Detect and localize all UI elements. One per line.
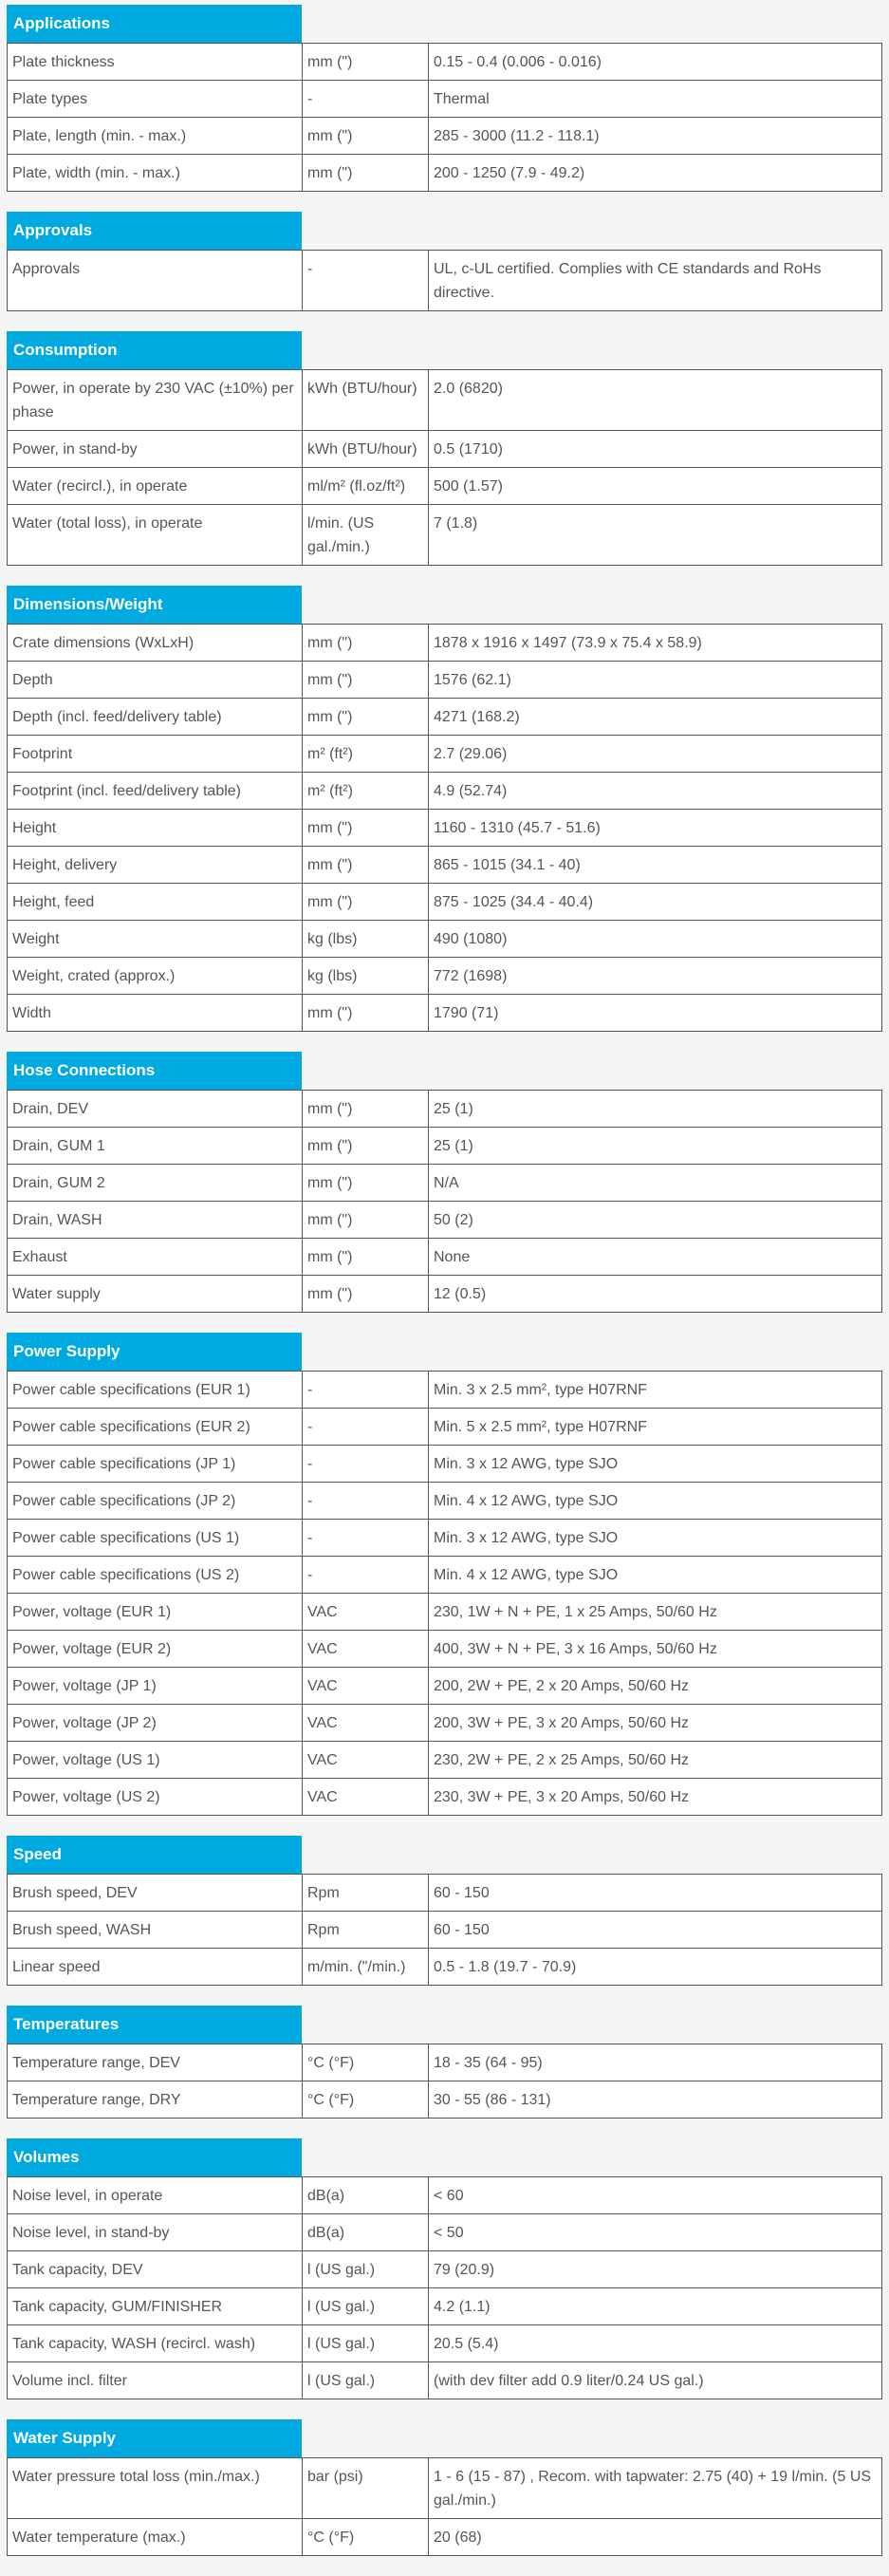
table-row bbox=[8, 958, 882, 995]
section-dimensions-weight bbox=[7, 586, 881, 1032]
table-row bbox=[8, 1631, 882, 1668]
spec-unit: mm (") bbox=[303, 1202, 429, 1239]
spec-value: 230, 3W + PE, 3 x 20 Amps, 50/60 Hz bbox=[429, 1779, 882, 1816]
section-power-supply bbox=[7, 1333, 881, 1816]
spec-unit: °C (°F) bbox=[303, 2519, 429, 2556]
table-row bbox=[8, 1949, 882, 1986]
table-row bbox=[8, 2177, 882, 2214]
spec-value: 20.5 (5.4) bbox=[429, 2325, 882, 2362]
section-header-approvals: Approvals bbox=[7, 212, 302, 250]
spec-unit: mm (") bbox=[303, 662, 429, 699]
spec-value: 200 - 1250 (7.9 - 49.2) bbox=[429, 155, 882, 192]
table-row bbox=[8, 1779, 882, 1816]
spec-property: Linear speed bbox=[8, 1949, 303, 1986]
spec-value: < 50 bbox=[429, 2214, 882, 2251]
table-row bbox=[8, 2044, 882, 2081]
spec-property: Depth bbox=[8, 662, 303, 699]
spec-property: Power cable specifications (US 2) bbox=[8, 1557, 303, 1594]
spec-value: Min. 3 x 2.5 mm², type H07RNF bbox=[429, 1372, 882, 1409]
spec-value: 25 (1) bbox=[429, 1091, 882, 1128]
spec-value: 1576 (62.1) bbox=[429, 662, 882, 699]
spec-property: Plate, length (min. - max.) bbox=[8, 118, 303, 155]
spec-property: Power cable specifications (EUR 1) bbox=[8, 1372, 303, 1409]
table-row bbox=[8, 1875, 882, 1912]
spec-table-consumption bbox=[7, 369, 882, 566]
spec-value: 0.15 - 0.4 (0.006 - 0.016) bbox=[429, 44, 882, 81]
table-row bbox=[8, 2251, 882, 2288]
spec-property: Drain, WASH bbox=[8, 1202, 303, 1239]
spec-property: Power cable specifications (JP 2) bbox=[8, 1483, 303, 1520]
table-row bbox=[8, 773, 882, 810]
table-row bbox=[8, 2519, 882, 2556]
spec-unit: l (US gal.) bbox=[303, 2251, 429, 2288]
spec-value: 200, 3W + PE, 3 x 20 Amps, 50/60 Hz bbox=[429, 1705, 882, 1742]
section-header-applications: Applications bbox=[7, 5, 302, 43]
table-row bbox=[8, 1446, 882, 1483]
spec-property: Water pressure total loss (min./max.) bbox=[8, 2458, 303, 2519]
spec-property: Crate dimensions (WxLxH) bbox=[8, 625, 303, 662]
spec-unit: l (US gal.) bbox=[303, 2325, 429, 2362]
spec-sheet bbox=[7, 5, 881, 2576]
table-row bbox=[8, 251, 882, 311]
section-header-dimensions-weight: Dimensions/Weight bbox=[7, 586, 302, 624]
spec-unit: - bbox=[303, 1483, 429, 1520]
spec-property: Plate types bbox=[8, 81, 303, 118]
spec-unit: mm (") bbox=[303, 44, 429, 81]
spec-property: Weight, crated (approx.) bbox=[8, 958, 303, 995]
spec-unit: - bbox=[303, 251, 429, 311]
table-row bbox=[8, 1668, 882, 1705]
spec-unit: mm (") bbox=[303, 118, 429, 155]
table-row bbox=[8, 921, 882, 958]
table-row bbox=[8, 155, 882, 192]
spec-value: 4271 (168.2) bbox=[429, 699, 882, 736]
section-header-water-supply: Water Supply bbox=[7, 2419, 302, 2457]
spec-value: 500 (1.57) bbox=[429, 468, 882, 505]
table-row bbox=[8, 699, 882, 736]
spec-unit: - bbox=[303, 1446, 429, 1483]
table-row bbox=[8, 1128, 882, 1165]
spec-property: Tank capacity, DEV bbox=[8, 2251, 303, 2288]
spec-value: < 60 bbox=[429, 2177, 882, 2214]
spec-unit: VAC bbox=[303, 1705, 429, 1742]
table-row bbox=[8, 1705, 882, 1742]
table-row bbox=[8, 1372, 882, 1409]
table-row bbox=[8, 1409, 882, 1446]
table-row bbox=[8, 736, 882, 773]
spec-value: 60 - 150 bbox=[429, 1875, 882, 1912]
spec-property: Drain, GUM 2 bbox=[8, 1165, 303, 1202]
table-row bbox=[8, 1483, 882, 1520]
table-row bbox=[8, 505, 882, 566]
section-hose-connections bbox=[7, 1052, 881, 1313]
table-row bbox=[8, 1239, 882, 1276]
spec-property: Height bbox=[8, 810, 303, 847]
spec-property: Volume incl. filter bbox=[8, 2362, 303, 2399]
spec-unit: kWh (BTU/hour) bbox=[303, 431, 429, 468]
spec-property: Plate, width (min. - max.) bbox=[8, 155, 303, 192]
spec-value: 25 (1) bbox=[429, 1128, 882, 1165]
table-row bbox=[8, 810, 882, 847]
section-volumes bbox=[7, 2138, 881, 2399]
spec-unit: mm (") bbox=[303, 1276, 429, 1313]
spec-table-applications bbox=[7, 43, 882, 192]
spec-unit: mm (") bbox=[303, 155, 429, 192]
spec-unit: mm (") bbox=[303, 884, 429, 921]
table-row bbox=[8, 2214, 882, 2251]
spec-unit: - bbox=[303, 1372, 429, 1409]
spec-property: Power, in operate by 230 VAC (±10%) per phase bbox=[8, 370, 303, 431]
spec-unit: bar (psi) bbox=[303, 2458, 429, 2519]
spec-unit: - bbox=[303, 1520, 429, 1557]
spec-value: 20 (68) bbox=[429, 2519, 882, 2556]
table-row bbox=[8, 625, 882, 662]
spec-property: Plate thickness bbox=[8, 44, 303, 81]
spec-property: Power cable specifications (EUR 2) bbox=[8, 1409, 303, 1446]
spec-value: 200, 2W + PE, 2 x 20 Amps, 50/60 Hz bbox=[429, 1668, 882, 1705]
spec-unit: °C (°F) bbox=[303, 2044, 429, 2081]
section-header-consumption: Consumption bbox=[7, 331, 302, 369]
spec-property: Power cable specifications (JP 1) bbox=[8, 1446, 303, 1483]
spec-unit: mm (") bbox=[303, 1165, 429, 1202]
spec-unit: - bbox=[303, 1409, 429, 1446]
spec-value: Min. 3 x 12 AWG, type SJO bbox=[429, 1520, 882, 1557]
spec-unit: m/min. ("/min.) bbox=[303, 1949, 429, 1986]
table-row bbox=[8, 1912, 882, 1949]
spec-value: 1790 (71) bbox=[429, 995, 882, 1032]
spec-value: 865 - 1015 (34.1 - 40) bbox=[429, 847, 882, 884]
spec-table-power-supply bbox=[7, 1371, 882, 1816]
spec-value: 79 (20.9) bbox=[429, 2251, 882, 2288]
spec-unit: mm (") bbox=[303, 847, 429, 884]
spec-unit: - bbox=[303, 81, 429, 118]
table-row bbox=[8, 1165, 882, 1202]
spec-value: 50 (2) bbox=[429, 1202, 882, 1239]
spec-unit: mm (") bbox=[303, 699, 429, 736]
section-speed bbox=[7, 1836, 881, 1986]
spec-value: N/A bbox=[429, 1165, 882, 1202]
table-row bbox=[8, 2458, 882, 2519]
spec-value: 12 (0.5) bbox=[429, 1276, 882, 1313]
spec-value: (with dev filter add 0.9 liter/0.24 US gal.) bbox=[429, 2362, 882, 2399]
spec-table-approvals bbox=[7, 250, 882, 311]
spec-value: 18 - 35 (64 - 95) bbox=[429, 2044, 882, 2081]
spec-property: Drain, DEV bbox=[8, 1091, 303, 1128]
spec-property: Temperature range, DRY bbox=[8, 2081, 303, 2119]
spec-property: Noise level, in stand-by bbox=[8, 2214, 303, 2251]
table-row bbox=[8, 1594, 882, 1631]
spec-property: Brush speed, DEV bbox=[8, 1875, 303, 1912]
spec-value: 875 - 1025 (34.4 - 40.4) bbox=[429, 884, 882, 921]
table-row bbox=[8, 2325, 882, 2362]
spec-value: 2.0 (6820) bbox=[429, 370, 882, 431]
spec-property: Noise level, in operate bbox=[8, 2177, 303, 2214]
section-header-volumes: Volumes bbox=[7, 2138, 302, 2176]
spec-property: Water supply bbox=[8, 1276, 303, 1313]
spec-value: Thermal bbox=[429, 81, 882, 118]
spec-unit: mm (") bbox=[303, 1091, 429, 1128]
spec-value: Min. 4 x 12 AWG, type SJO bbox=[429, 1557, 882, 1594]
spec-property: Power, voltage (EUR 2) bbox=[8, 1631, 303, 1668]
spec-property: Width bbox=[8, 995, 303, 1032]
spec-value: Min. 4 x 12 AWG, type SJO bbox=[429, 1483, 882, 1520]
spec-property: Water (total loss), in operate bbox=[8, 505, 303, 566]
spec-unit: m² (ft²) bbox=[303, 736, 429, 773]
spec-property: Approvals bbox=[8, 251, 303, 311]
table-row bbox=[8, 118, 882, 155]
spec-unit: Rpm bbox=[303, 1875, 429, 1912]
spec-value: Min. 5 x 2.5 mm², type H07RNF bbox=[429, 1409, 882, 1446]
table-row bbox=[8, 1520, 882, 1557]
table-row bbox=[8, 468, 882, 505]
spec-unit: VAC bbox=[303, 1594, 429, 1631]
spec-property: Temperature range, DEV bbox=[8, 2044, 303, 2081]
spec-unit: VAC bbox=[303, 1742, 429, 1779]
table-row bbox=[8, 2288, 882, 2325]
spec-value: UL, c-UL certified. Complies with CE standards and RoHs directive. bbox=[429, 251, 882, 311]
spec-unit: °C (°F) bbox=[303, 2081, 429, 2119]
spec-value: 490 (1080) bbox=[429, 921, 882, 958]
spec-value: 285 - 3000 (11.2 - 118.1) bbox=[429, 118, 882, 155]
spec-property: Weight bbox=[8, 921, 303, 958]
section-header-temperatures: Temperatures bbox=[7, 2006, 302, 2044]
spec-table-speed bbox=[7, 1874, 882, 1986]
spec-unit: l (US gal.) bbox=[303, 2288, 429, 2325]
spec-unit: mm (") bbox=[303, 1128, 429, 1165]
spec-unit: dB(a) bbox=[303, 2214, 429, 2251]
spec-property: Footprint bbox=[8, 736, 303, 773]
table-row bbox=[8, 370, 882, 431]
spec-table-volumes bbox=[7, 2176, 882, 2399]
spec-unit: l (US gal.) bbox=[303, 2362, 429, 2399]
table-row bbox=[8, 662, 882, 699]
spec-value: 2.7 (29.06) bbox=[429, 736, 882, 773]
section-approvals bbox=[7, 212, 881, 311]
spec-unit: m² (ft²) bbox=[303, 773, 429, 810]
spec-property: Water (recircl.), in operate bbox=[8, 468, 303, 505]
spec-value: 230, 1W + N + PE, 1 x 25 Amps, 50/60 Hz bbox=[429, 1594, 882, 1631]
spec-value: 60 - 150 bbox=[429, 1912, 882, 1949]
spec-value: 7 (1.8) bbox=[429, 505, 882, 566]
table-row bbox=[8, 1276, 882, 1313]
table-row bbox=[8, 1742, 882, 1779]
section-header-speed: Speed bbox=[7, 1836, 302, 1874]
table-row bbox=[8, 431, 882, 468]
spec-property: Water temperature (max.) bbox=[8, 2519, 303, 2556]
spec-unit: VAC bbox=[303, 1631, 429, 1668]
section-applications bbox=[7, 5, 881, 192]
section-header-hose-connections: Hose Connections bbox=[7, 1052, 302, 1090]
table-row bbox=[8, 1091, 882, 1128]
spec-unit: kg (lbs) bbox=[303, 958, 429, 995]
spec-unit: ml/m² (fl.oz/ft²) bbox=[303, 468, 429, 505]
table-row bbox=[8, 81, 882, 118]
spec-unit: l/min. (US gal./min.) bbox=[303, 505, 429, 566]
spec-unit: mm (") bbox=[303, 995, 429, 1032]
spec-property: Power, in stand-by bbox=[8, 431, 303, 468]
spec-property: Power, voltage (US 1) bbox=[8, 1742, 303, 1779]
spec-value: 772 (1698) bbox=[429, 958, 882, 995]
spec-value: 30 - 55 (86 - 131) bbox=[429, 2081, 882, 2119]
spec-value: Min. 3 x 12 AWG, type SJO bbox=[429, 1446, 882, 1483]
spec-unit: kg (lbs) bbox=[303, 921, 429, 958]
spec-value: 0.5 - 1.8 (19.7 - 70.9) bbox=[429, 1949, 882, 1986]
spec-value: 0.5 (1710) bbox=[429, 431, 882, 468]
spec-unit: VAC bbox=[303, 1779, 429, 1816]
spec-table-hose-connections bbox=[7, 1090, 882, 1313]
spec-property: Power, voltage (EUR 1) bbox=[8, 1594, 303, 1631]
table-row bbox=[8, 44, 882, 81]
table-row bbox=[8, 1202, 882, 1239]
spec-unit: Rpm bbox=[303, 1912, 429, 1949]
table-row bbox=[8, 884, 882, 921]
section-temperatures bbox=[7, 2006, 881, 2119]
table-row bbox=[8, 2081, 882, 2119]
spec-table-water-supply bbox=[7, 2457, 882, 2556]
spec-unit: mm (") bbox=[303, 625, 429, 662]
spec-property: Power cable specifications (US 1) bbox=[8, 1520, 303, 1557]
spec-unit: kWh (BTU/hour) bbox=[303, 370, 429, 431]
spec-property: Power, voltage (JP 1) bbox=[8, 1668, 303, 1705]
section-header-power-supply: Power Supply bbox=[7, 1333, 302, 1371]
spec-unit: mm (") bbox=[303, 1239, 429, 1276]
spec-value: 4.2 (1.1) bbox=[429, 2288, 882, 2325]
spec-property: Depth (incl. feed/delivery table) bbox=[8, 699, 303, 736]
spec-value: 4.9 (52.74) bbox=[429, 773, 882, 810]
section-consumption bbox=[7, 331, 881, 566]
table-row bbox=[8, 847, 882, 884]
spec-table-temperatures bbox=[7, 2044, 882, 2119]
spec-unit: - bbox=[303, 1557, 429, 1594]
spec-value: 1160 - 1310 (45.7 - 51.6) bbox=[429, 810, 882, 847]
table-row bbox=[8, 1557, 882, 1594]
spec-value: None bbox=[429, 1239, 882, 1276]
spec-property: Power, voltage (US 2) bbox=[8, 1779, 303, 1816]
spec-property: Footprint (incl. feed/delivery table) bbox=[8, 773, 303, 810]
spec-value: 1 - 6 (15 - 87) , Recom. with tapwater: 2.75 (40) + 19 l/min. (5 US gal./min.) bbox=[429, 2458, 882, 2519]
spec-property: Tank capacity, WASH (recircl. wash) bbox=[8, 2325, 303, 2362]
spec-unit: VAC bbox=[303, 1668, 429, 1705]
spec-value: 1878 x 1916 x 1497 (73.9 x 75.4 x 58.9) bbox=[429, 625, 882, 662]
spec-property: Height, feed bbox=[8, 884, 303, 921]
spec-unit: mm (") bbox=[303, 810, 429, 847]
spec-unit: dB(a) bbox=[303, 2177, 429, 2214]
spec-property: Brush speed, WASH bbox=[8, 1912, 303, 1949]
spec-property: Drain, GUM 1 bbox=[8, 1128, 303, 1165]
spec-property: Tank capacity, GUM/FINISHER bbox=[8, 2288, 303, 2325]
spec-table-dimensions-weight bbox=[7, 624, 882, 1032]
spec-property: Height, delivery bbox=[8, 847, 303, 884]
spec-property: Power, voltage (JP 2) bbox=[8, 1705, 303, 1742]
section-water-supply bbox=[7, 2419, 881, 2556]
spec-property: Exhaust bbox=[8, 1239, 303, 1276]
table-row bbox=[8, 2362, 882, 2399]
spec-value: 230, 2W + PE, 2 x 25 Amps, 50/60 Hz bbox=[429, 1742, 882, 1779]
spec-value: 400, 3W + N + PE, 3 x 16 Amps, 50/60 Hz bbox=[429, 1631, 882, 1668]
table-row bbox=[8, 995, 882, 1032]
